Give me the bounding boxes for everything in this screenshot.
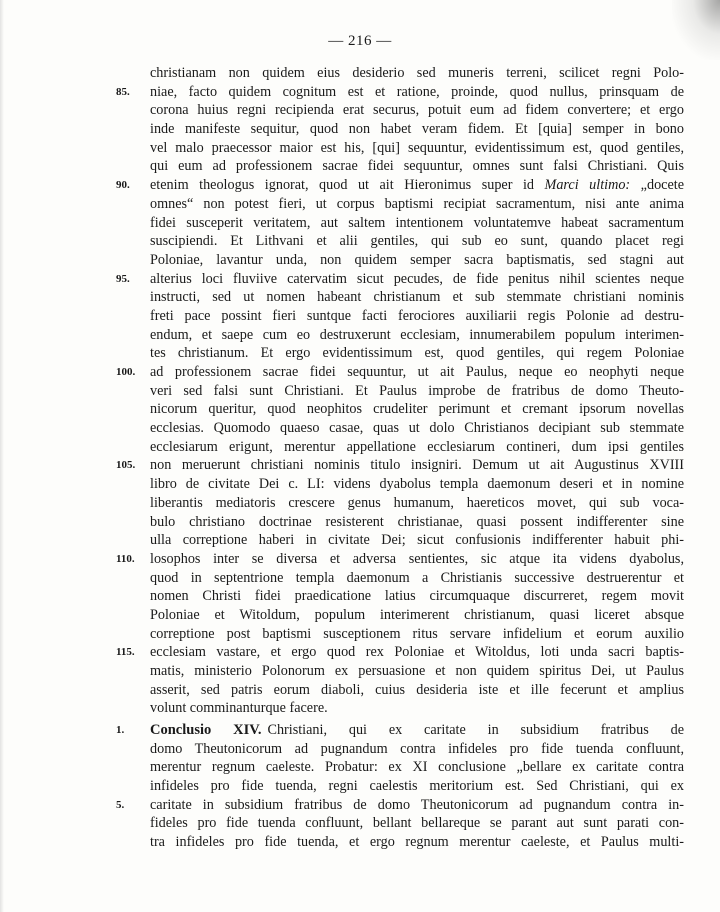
line-text: endum, et saepe cum eo destruxerunt ecclesiam, innumerabilem populum interimen- — [150, 326, 684, 343]
scan-left-edge — [0, 0, 4, 912]
line-text: nicorum queritur, quod neophitos crudeliter perimunt et cremant ipsorum novellas — [150, 401, 684, 418]
text-line — [150, 101, 684, 120]
text-line — [150, 400, 684, 419]
text-line — [150, 232, 684, 251]
line-text: domo Theutonicorum ad pugnandum contra infideles pro fide tuenda confluunt, — [150, 740, 684, 757]
text-line — [150, 833, 684, 852]
text-line — [150, 251, 684, 270]
text-line — [150, 139, 684, 158]
text-line — [116, 456, 684, 475]
line-text: caritate in subsidium fratribus de domo Theutonicorum ad pugnandum contra in- — [150, 796, 684, 813]
line-number: 95. — [116, 272, 130, 285]
text-line — [150, 288, 684, 307]
line-text: ulla correptione haberi in civitate Dei; sicut confusionis indifferenter habuit phi- — [150, 532, 684, 549]
text-line — [150, 777, 684, 796]
line-text: christianam non quidem eius desiderio sed muneris terreni, scilicet regni Polo- — [150, 65, 684, 81]
line-text: correptione post baptismi susceptionem ritus servare infidelium et eorum auxilio — [150, 625, 684, 642]
line-number: 115. — [116, 646, 135, 659]
conclusio-heading: Conclusio XIV. — [150, 722, 262, 738]
text-line — [150, 494, 684, 513]
text-line — [116, 270, 684, 289]
line-text: freti pace possint fieri suntque facti ferociores auxiliarii regis Polonie ad destru- — [150, 307, 684, 324]
text-line — [150, 157, 684, 176]
line-text: infideles pro fide tuenda, regni caelestis meritorium est. Sed Christiani, qui ex — [150, 778, 684, 795]
line-text: etenim theologus ignorat, quod ut ait Hieronimus super id — [150, 177, 545, 194]
line-text: bulo christiano doctrinae resisterent christianae, quasi possent indifferenter sine — [150, 513, 684, 530]
text-line — [116, 83, 684, 102]
line-text: corona huius regni recipienda erat securus, potuit eum ad fidem convertere; et ergo — [150, 102, 684, 119]
text-line — [150, 699, 684, 718]
line-text: veri sed falsi sunt Christiani. Et Paulus improbe de fratribus de domo Theuto- — [150, 382, 684, 399]
text-line — [116, 643, 684, 662]
text-line — [150, 475, 684, 494]
line-text: asserit, sed patris eorum diaboli, cuius desideria iste et ille fecerunt et amplius — [150, 681, 684, 698]
line-text: nomen Christi fidei praedicatione latius circumquaque discurreret, regem movit — [150, 588, 684, 605]
line-text: niae, facto quidem cognitum est et ratione, proinde, quod nullus, prinsquam de — [150, 83, 684, 100]
line-text: Poloniae et Witoldum, populum interimerent christianum, quasi liceret absque — [150, 606, 684, 623]
line-text: volunt comminanturque facere. — [150, 700, 328, 717]
line-text: instructi, sed ut nomen habeant christianum et sub stemmate christiani nominis — [150, 289, 684, 306]
scan-corner-shadow — [672, 0, 720, 60]
text-line — [150, 569, 684, 588]
text-line — [150, 326, 684, 345]
line-text: ecclesiarum erigunt, merentur appellatione ecclesiarum contineri, dum ipsi gentiles — [150, 438, 684, 455]
text-line — [150, 419, 684, 438]
text-line — [150, 513, 684, 532]
line-text: matis, ministerio Polonorum ex persuasione et non quidem spiritus Dei, ut Paulus — [150, 663, 684, 679]
line-text: vel malo praecessor maior est his, [qui] sequuntur, evidentissimum est, quod gentiles, — [150, 139, 684, 156]
line-text: tra infideles pro fide tuenda, et ergo regnum merentur caeleste, et Paulus multi- — [150, 834, 684, 851]
line-text: libro de civitate Dei c. LI: videns dyabolus templa daemonum deseri et in nomine — [150, 476, 684, 493]
line-text: fideles pro fide tuenda confluunt, bellant bellareque se parant aut sunt parati con- — [150, 815, 684, 832]
line-text: Poloniae, lavantur unda, non quidem semper sacra baptismatis, sed stagni aut — [150, 251, 684, 268]
line-text: qui eum ad professionem sacrae fidei sequuntur, omnes sunt falsi Christiani. Quis — [150, 158, 684, 175]
line-text: „docete — [630, 177, 684, 194]
line-text: ecclesiam vastare, et ergo quod rex Poloniae et Witoldus, loti unda sacri baptis- — [150, 644, 684, 661]
paragraph-1 — [116, 64, 684, 718]
line-text: suscipiendi. Et Lithvani et alii gentiles, qui sub eo sunt, quando placet regi — [150, 233, 684, 250]
line-text: non meruerunt christiani nominis titulo insigniri. Demum ut ait Augustinus XVIII — [150, 457, 684, 474]
text-line — [150, 740, 684, 759]
line-text: merentur regnum caeleste. Probatur: ex XI conclusione „bellare ex caritate contra — [150, 759, 684, 776]
line-number: 5. — [116, 798, 125, 811]
text-line — [150, 195, 684, 214]
text-line — [116, 721, 684, 740]
text-line — [150, 344, 684, 363]
line-text: ad professionem sacrae fidei sequuntur, ut ait Paulus, neque eo neophyti neque — [150, 364, 684, 380]
line-text: fidei susceperit veritatem, aut saltem intentionem voluntatemve habeat sacramentum — [150, 214, 684, 231]
line-text: omnes“ non potest fieri, ut corpus baptismi recipiat sacramentum, nisi ante anima — [150, 195, 684, 212]
text-line — [150, 307, 684, 326]
line-text: losophos inter se diversa et adversa sentientes, sic atque ita videns dyabolus, — [150, 550, 684, 567]
text-line — [150, 606, 684, 625]
italic-reference: Marci ultimo: — [544, 177, 631, 194]
text-line — [150, 587, 684, 606]
text-line — [150, 382, 684, 401]
line-text: tes christianum. Et ergo evidentissimum est, quod gentiles, qui regem Poloniae — [150, 345, 684, 362]
line-number: 85. — [116, 85, 130, 98]
text-line — [150, 814, 684, 833]
text-line — [150, 214, 684, 233]
text-line — [116, 796, 684, 815]
text-line — [150, 662, 684, 681]
line-text: quod in septentrione templa daemonum a Christianis successive destruerentur et — [150, 569, 684, 586]
text-line — [150, 120, 684, 139]
line-text: inde manifeste sequitur, quod non habet veram fidem. Et [quia] semper in bono — [150, 121, 684, 138]
line-text: alterius loci fluviive catervatim sicut pecudes, de fide penitus nihil scientes neque — [150, 270, 684, 287]
paragraph-2 — [116, 721, 684, 852]
text-line — [116, 550, 684, 569]
text-line — [150, 64, 684, 83]
page-number: — 216 — — [328, 33, 392, 49]
line-number: 105. — [116, 459, 136, 472]
text-line — [150, 758, 684, 777]
line-number: 110. — [116, 552, 135, 565]
line-text: Christiani, qui ex caritate in subsidium fratribus de — [267, 722, 684, 738]
line-number: 90. — [116, 179, 130, 192]
line-text: ecclesias. Quomodo quaeso casae, quas ut dolo Christianos decipiant sub stemmate — [150, 420, 684, 437]
text-line — [116, 176, 684, 195]
line-number: 100. — [116, 366, 136, 378]
text-line — [116, 363, 684, 382]
text-line — [150, 438, 684, 457]
line-number: 1. — [116, 724, 125, 736]
text-line — [150, 681, 684, 700]
text-line — [150, 531, 684, 550]
line-text: liberantis mediatoris crescere genus humanum, haereticos movet, qui sub voca- — [150, 494, 684, 511]
text-line — [150, 625, 684, 644]
